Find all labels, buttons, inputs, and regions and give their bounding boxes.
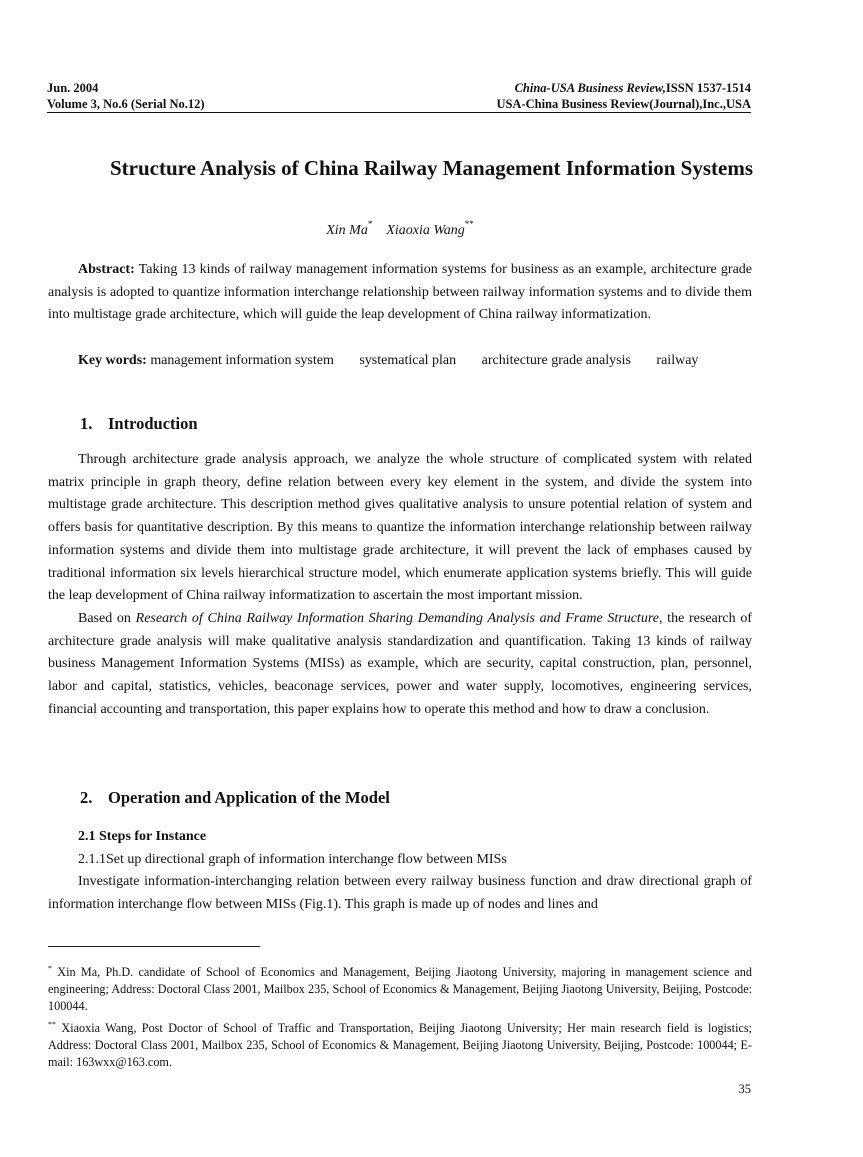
keyword: architecture grade analysis [481, 353, 631, 368]
footnote-rule [48, 946, 260, 947]
keyword: railway [656, 353, 699, 368]
section-number: 2. [80, 788, 93, 807]
keywords [78, 350, 758, 372]
paragraph: Through architecture grade analysis approach, we analyze the whole structure of complicated system with related matrix principle in graph theory, define relation between every key element in the system, and divide the system into multistage grade architecture. This description method gives qualitative analysis to unsure potential relation of system and offers basis for quantitative description. By this means to quantize the information interchange relationship between railway information systems and divide them into multistage grade architecture, it will prevent the lack of emphases caused by traditional information six levels hierarchical structure model, which enumerate application systems briefly. This will guide the leap development of China railway informatization to ascertain the most important mission. [48, 452, 752, 604]
footnote-mark: * [48, 964, 52, 973]
section-heading [80, 787, 390, 809]
footnote-mark: ** [48, 1019, 56, 1029]
introduction-body [48, 449, 752, 721]
operation-body [48, 826, 752, 917]
abstract-text: Taking 13 kinds of railway management information systems for business as an example, architecture grade analysis is adopted to quantize information interchange relationship between railway information systems and to divide them into multistage grade architecture, which will guide the leap development of China railway informatization. [48, 262, 752, 323]
keywords-label: Key words: [78, 353, 147, 368]
paragraph: Investigate information-interchanging relation between every railway business function and draw directional graph of information interchange flow between MISs (Fig.1). This graph is made up of nodes and lines and [48, 874, 752, 913]
paper-title: Structure Analysis of China Railway Management Information Systems [109, 156, 754, 180]
footnote: * Xin Ma, Ph.D. candidate of School of Economics and Management, Beijing Jiaotong University, majoring in management science and engineering; Address: Doctoral Class 2001, Mailbox 235, School of Economics & Management, Beijing Jiaotong University, Beijing, Postcode: 100044. [48, 964, 752, 1014]
author-footnote-mark: ** [464, 219, 474, 229]
section-number: 1. [80, 414, 93, 433]
page-number: 35 [738, 1082, 751, 1096]
header-left [47, 81, 205, 112]
footnotes [48, 960, 752, 1071]
subsubsection-heading: 2.1.1Set up directional graph of information interchange flow between MISs [78, 851, 507, 867]
section-title: Introduction [108, 414, 198, 433]
journal-line [496, 81, 751, 97]
keyword: management information system [150, 353, 334, 368]
journal-name: China-USA Business Review, [514, 81, 666, 95]
volume-info: Volume 3, No.6 (Serial No.12) [47, 96, 205, 111]
issue-date: Jun. 2004 [47, 81, 99, 95]
keyword: systematical plan [359, 353, 457, 368]
publisher: USA-China Business Review(Journal),Inc.,USA [496, 96, 751, 111]
author-line [0, 214, 800, 241]
author-name: Xin Ma [326, 223, 368, 238]
section-heading [80, 413, 198, 435]
journal-issn: ISSN 1537-1514 [665, 81, 751, 95]
header-right [496, 81, 751, 112]
author-name: Xiaoxia Wang [386, 223, 465, 238]
footnote: ** Xiaoxia Wang, Post Doctor of School of Traffic and Transportation, Beijing Jiaotong University; Her main research field is logistics; Address: Doctoral Class 2001, Mailbox 235, School of Economics & Management, Beijing Jiaotong University, Beijing, Postcode: 100044; E-mail: 163wxx@163.com. [48, 1019, 752, 1070]
abstract [48, 259, 752, 327]
header-rule [47, 112, 751, 113]
section-title: Operation and Application of the Model [108, 788, 390, 807]
author-footnote-mark: * [367, 219, 373, 229]
cited-work: Research of China Railway Information Sharing Demanding Analysis and Frame Structure [135, 610, 659, 626]
paragraph: Based on Research of China Railway Information Sharing Demanding Analysis and Frame Structure, the research of architecture grade analysis will make qualitative analysis standardization and quantification. Taking 13 kinds of railway business Management Information Systems (MISs) as example, which are security, capital construction, plan, personnel, labor and capital, statistics, vehicles, beaconage services, power and water supply, locomotives, engineering services, financial accounting and transportation, this paper explains how to operate this method and how to draw a conclusion. [48, 610, 752, 717]
subsection-heading: 2.1 Steps for Instance [78, 829, 207, 844]
abstract-label: Abstract: [78, 262, 135, 277]
